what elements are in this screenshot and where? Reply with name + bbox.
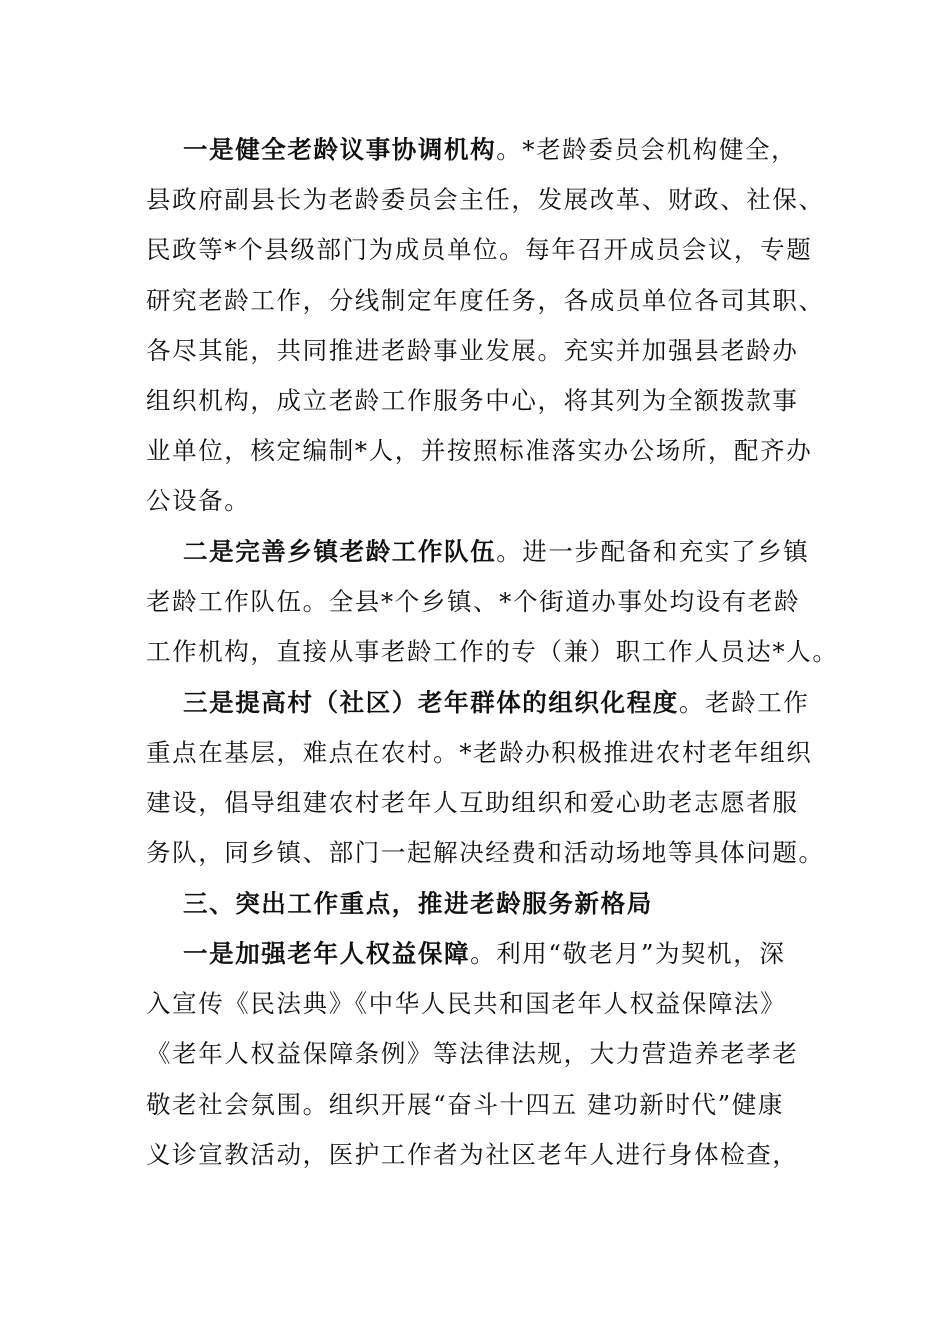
paragraph-1-line-2: 县政府副县长为老龄委员会主任，发展改革、财政、社保、 (146, 185, 825, 214)
paragraph-1-line-3: 民政等*个县级部门为成员单位。每年召开成员会议，专题 (146, 235, 813, 264)
paragraph-1-line-4: 研究老龄工作，分线制定年度任务，各成员单位各司其职、 (146, 286, 825, 315)
paragraph-3-line-1 (183, 683, 863, 723)
paragraph-2-line-1 (183, 532, 863, 572)
paragraph-3-line-2: 重点在基层，难点在农村。*老龄办积极推进农村老年组织 (146, 738, 813, 767)
paragraph-1-line-5: 各尽其能，共同推进老龄事业发展。充实并加强县老龄办 (146, 336, 799, 365)
paragraph-5-line-1 (183, 934, 863, 974)
paragraph-5-line-4: 敬老社会氛围。组织开展“奋斗十四五 建功新时代”健康 (146, 1090, 784, 1119)
paragraph-1-line-6: 组织机构，成立老龄工作服务中心，将其列为全额拨款事 (146, 386, 799, 415)
paragraph-5-lead: 一是加强老年人权益保障 (183, 939, 471, 968)
paragraph-5-line-5: 义诊宣教活动，医护工作者为社区老年人进行身体检查， (146, 1140, 799, 1169)
paragraph-3-line-3: 建设，倡导组建农村老年人互助组织和爱心助老志愿者服 (146, 788, 799, 817)
paragraph-5-text: 。利用“敬老月”为契机，深 (470, 939, 786, 968)
paragraph-1-line-8: 公设备。 (146, 486, 251, 515)
paragraph-2-text: 。进一步配备和充实了乡镇 (496, 537, 810, 566)
paragraph-1-text: 。*老龄委员会机构健全， (496, 135, 798, 164)
paragraph-3-line-4: 务队，同乡镇、部门一起解决经费和活动场地等具体问题。 (146, 838, 825, 867)
paragraph-3-text: 。老龄工作 (678, 688, 810, 717)
paragraph-1-lead: 一是健全老龄议事协调机构 (183, 135, 497, 164)
paragraph-5-line-2: 入宣传《民法典》《中华人民共和国老年人权益保障法》 (146, 989, 787, 1018)
paragraph-1-line-7: 业单位，核定编制*人，并按照标准落实办公场所，配齐办 (146, 436, 813, 465)
paragraph-1-line-1 (183, 130, 863, 170)
paragraph-5-line-3: 《老年人权益保障条例》等法律法规，大力营造养老孝老 (146, 1039, 799, 1068)
paragraph-2-line-2: 老龄工作队伍。全县*个乡镇、*个街道办事处均设有老龄 (146, 587, 801, 616)
paragraph-2-line-3: 工作机构，直接从事老龄工作的专（兼）职工作人员达*人。 (146, 637, 839, 666)
section-heading: 三、突出工作重点，推进老龄服务新格局 (183, 889, 653, 918)
paragraph-2-lead: 二是完善乡镇老龄工作队伍 (183, 537, 497, 566)
paragraph-3-lead: 三是提高村（社区）老年群体的组织化程度 (183, 688, 679, 717)
